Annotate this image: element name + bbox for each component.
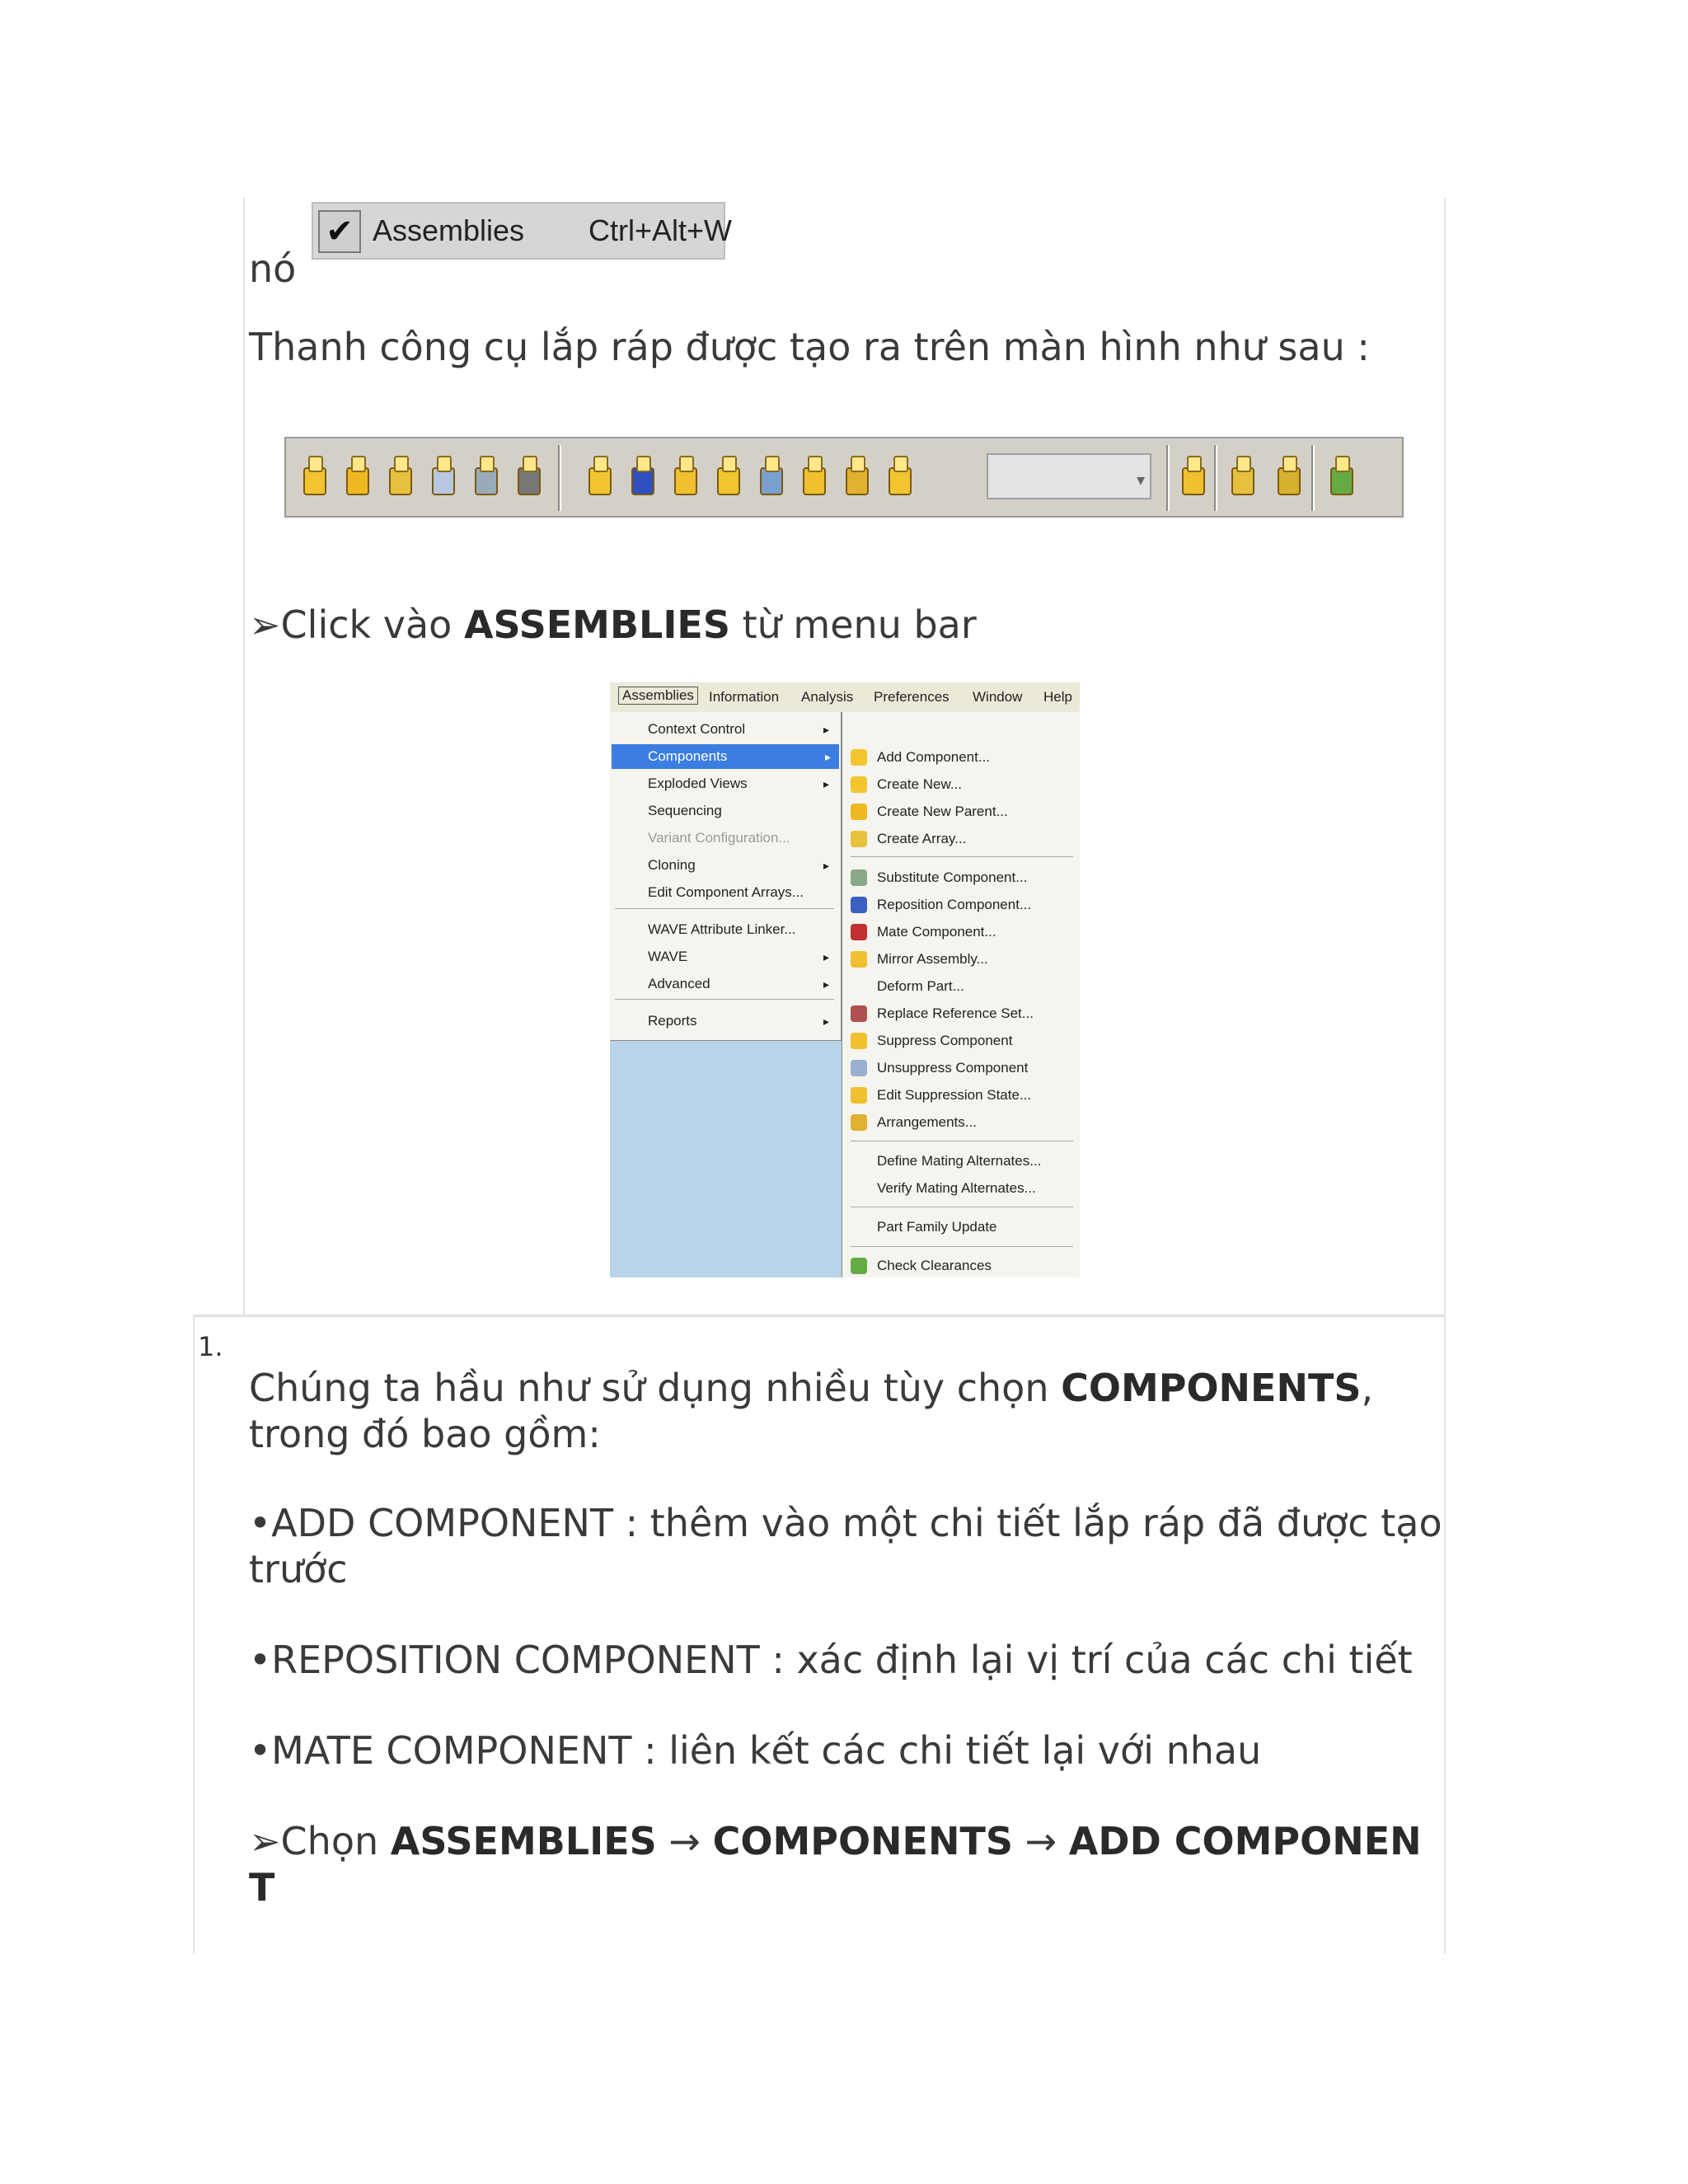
choose-arrow2: →: [1012, 1819, 1069, 1863]
menu-separator: [851, 1246, 1073, 1247]
assemblies-menu-item[interactable]: [312, 202, 733, 260]
menu-screenshot: [610, 682, 1080, 1277]
para-line1: [249, 1365, 1373, 1411]
bullet-1-line2: trước: [249, 1547, 348, 1591]
menubar-item[interactable]: Information: [709, 689, 780, 705]
menubar-item[interactable]: Assemblies: [618, 687, 698, 705]
choose-b1: ASSEMBLIES: [390, 1819, 657, 1863]
menu-item-label: Context Control: [648, 721, 746, 737]
reference-icon[interactable]: [883, 450, 919, 504]
submenu-item-icon: [851, 749, 867, 766]
submenu-item-icon: [851, 1087, 867, 1104]
para-line2: trong đó bao gồm:: [249, 1412, 601, 1456]
choose-prefix: ➢Chọn: [249, 1819, 391, 1863]
menu-item[interactable]: [648, 972, 837, 996]
create-array-icon[interactable]: [711, 450, 748, 504]
submenu-item[interactable]: Substitute Component...: [877, 869, 1028, 885]
menu-item[interactable]: [648, 853, 837, 878]
menubar-item[interactable]: Window: [973, 689, 1023, 705]
menu-item-label: Sequencing: [648, 803, 722, 818]
create-new-icon[interactable]: [583, 450, 619, 504]
toolbar-separator: [1214, 445, 1217, 511]
choose-arrow1: →: [656, 1819, 713, 1863]
make-work-part-icon[interactable]: [383, 450, 420, 504]
para-prefix: Chúng ta hầu như sử dụng nhiều tùy chọn: [249, 1366, 1062, 1410]
checkbox-icon[interactable]: ✔: [318, 210, 361, 253]
assembly-toolbar: [284, 437, 1404, 518]
menubar-item[interactable]: Help: [1043, 689, 1072, 705]
assembly-navigator-icon[interactable]: [298, 450, 334, 504]
submenu-arrow-icon: ▸: [823, 1015, 829, 1028]
submenu-item[interactable]: Define Mating Alternates...: [877, 1153, 1042, 1169]
toolbar-separator: [558, 445, 561, 511]
submenu-item-icon: [851, 869, 867, 886]
submenu-item-icon: [851, 1258, 867, 1274]
assembly-cut-icon[interactable]: [1272, 450, 1308, 504]
menubar-item[interactable]: Analysis: [801, 689, 854, 705]
submenu-item[interactable]: Reposition Component...: [877, 897, 1032, 912]
menu-item-label: Exploded Views: [648, 776, 748, 791]
menu-item[interactable]: [648, 799, 837, 823]
submenu-arrow-icon: ▸: [823, 977, 829, 991]
toolbar-separator: [1311, 445, 1315, 511]
choose-b4: T: [249, 1865, 275, 1910]
submenu-item-icon: [851, 1033, 867, 1049]
table-border-left-bottom: [193, 1315, 195, 1953]
exploded-view-icon[interactable]: [1226, 450, 1262, 504]
submenu-item[interactable]: Suppress Component: [877, 1033, 1013, 1048]
reference-set-icon[interactable]: [469, 450, 505, 504]
submenu-arrow-icon: ▸: [824, 750, 831, 763]
menu-item[interactable]: [648, 917, 837, 942]
choose-b2: COMPONENTS: [712, 1819, 1013, 1863]
submenu-item[interactable]: Create New...: [877, 776, 962, 792]
submenu-item[interactable]: Add Component...: [877, 749, 991, 765]
reposition-icon[interactable]: [668, 450, 705, 504]
click-instruction: [249, 602, 977, 648]
bullet-3: •MATE COMPONENT : liên kết các chi tiết lại với nhau: [249, 1728, 1262, 1773]
submenu-arrow-icon: ▸: [823, 859, 829, 872]
submenu-item[interactable]: Mirror Assembly...: [877, 951, 988, 967]
menu-item[interactable]: [648, 826, 837, 851]
menu-item[interactable]: [648, 717, 837, 742]
clearance-icon[interactable]: [1325, 450, 1361, 504]
intro-line: Thanh công cụ lắp ráp được tạo ra trên màn hình như sau :: [249, 325, 1370, 369]
submenu-arrow-icon: ▸: [823, 950, 829, 963]
menubar-item[interactable]: Preferences: [874, 689, 950, 705]
menu-item-label: Cloning: [648, 857, 696, 873]
submenu-item[interactable]: Check Clearances: [877, 1258, 992, 1273]
menu-item-label: Variant Configuration...: [648, 830, 790, 846]
submenu-item[interactable]: Part Family Update: [877, 1219, 997, 1235]
submenu-item[interactable]: Deform Part...: [877, 978, 964, 994]
choose-b3: ADD COMPONEN: [1068, 1819, 1422, 1863]
click-prefix: ➢Click vào: [249, 602, 464, 647]
submenu-arrow-icon: ▸: [823, 723, 829, 736]
submenu-item-icon: [851, 804, 867, 820]
menu-separator: [615, 908, 834, 909]
menu-item[interactable]: [648, 880, 837, 905]
menu-item-label: Reports: [648, 1013, 697, 1029]
menu-separator: [615, 999, 834, 1000]
choose-line1: [249, 1818, 1422, 1864]
menu-item[interactable]: [612, 744, 839, 769]
submenu-item[interactable]: Create New Parent...: [877, 804, 1008, 819]
menu-item-label: Components: [648, 748, 728, 764]
submenu-item[interactable]: Arrangements...: [877, 1114, 977, 1130]
click-suffix: từ menu bar: [730, 602, 977, 647]
mate-icon[interactable]: [626, 450, 662, 504]
toolbar-separator: [1166, 445, 1170, 511]
submenu-item-icon: [851, 776, 867, 793]
display-component-icon[interactable]: [512, 450, 548, 504]
menu-item[interactable]: [648, 771, 837, 796]
submenu-item[interactable]: Edit Suppression State...: [877, 1087, 1032, 1103]
submenu-item-icon: [851, 1060, 867, 1076]
menubar: [610, 682, 1080, 713]
submenu-item-icon: [851, 1114, 867, 1131]
mirror-icon[interactable]: [754, 450, 790, 504]
submenu-item-icon: [851, 951, 867, 968]
combo-arrow-icon: ▾: [1136, 470, 1145, 490]
table-border-right: [1444, 198, 1446, 1953]
toolbar-combo[interactable]: [987, 453, 1151, 499]
table-border-mid: [193, 1315, 1446, 1317]
menu-item[interactable]: [648, 1009, 837, 1033]
intro-word: nó: [249, 246, 297, 291]
click-bold: ASSEMBLIES: [463, 602, 730, 647]
components-submenu: [842, 712, 1080, 1277]
submenu-item-icon: [851, 897, 867, 913]
para-bold: COMPONENTS: [1061, 1366, 1362, 1410]
submenu-item-icon: [851, 1005, 867, 1022]
list-number: 1.: [198, 1331, 223, 1362]
substitute-icon[interactable]: [797, 450, 833, 504]
menu-item-label: Edit Component Arrays...: [648, 884, 804, 900]
submenu-arrow-icon: ▸: [823, 777, 829, 790]
submenu-item[interactable]: Verify Mating Alternates...: [877, 1180, 1036, 1196]
submenu-item[interactable]: Unsuppress Component: [877, 1060, 1029, 1076]
table-border-left-top: [243, 198, 245, 1315]
submenu-item-icon: [851, 924, 867, 940]
assemblies-menu: [610, 712, 842, 1041]
clone-icon[interactable]: [840, 450, 876, 504]
menu-item-label: WAVE: [648, 949, 688, 964]
menu-item[interactable]: [648, 944, 837, 969]
menu-separator: [851, 856, 1073, 857]
submenu-item-icon: [851, 831, 867, 847]
submenu-item[interactable]: Create Array...: [877, 831, 967, 846]
bullet-2: •REPOSITION COMPONENT : xác định lại vị trí của các chi tiết: [249, 1638, 1413, 1682]
choose-line2: [249, 1864, 274, 1910]
menu-item-label: Advanced: [648, 976, 710, 991]
menu-item-shortcut: Ctrl+Alt+W: [588, 213, 733, 247]
menu-item-label: Assemblies: [373, 213, 525, 247]
new-component-icon[interactable]: [426, 450, 462, 504]
submenu-item[interactable]: Replace Reference Set...: [877, 1005, 1034, 1021]
arrangement-icon[interactable]: [1176, 450, 1212, 504]
bullet-1-line1: •ADD COMPONENT : thêm vào một chi tiết lắp ráp đã được tạo: [249, 1501, 1442, 1545]
submenu-item[interactable]: Mate Component...: [877, 924, 996, 940]
menu-item-label: WAVE Attribute Linker...: [648, 921, 796, 937]
add-component-icon[interactable]: [340, 450, 377, 504]
para-suffix: ,: [1361, 1366, 1374, 1410]
